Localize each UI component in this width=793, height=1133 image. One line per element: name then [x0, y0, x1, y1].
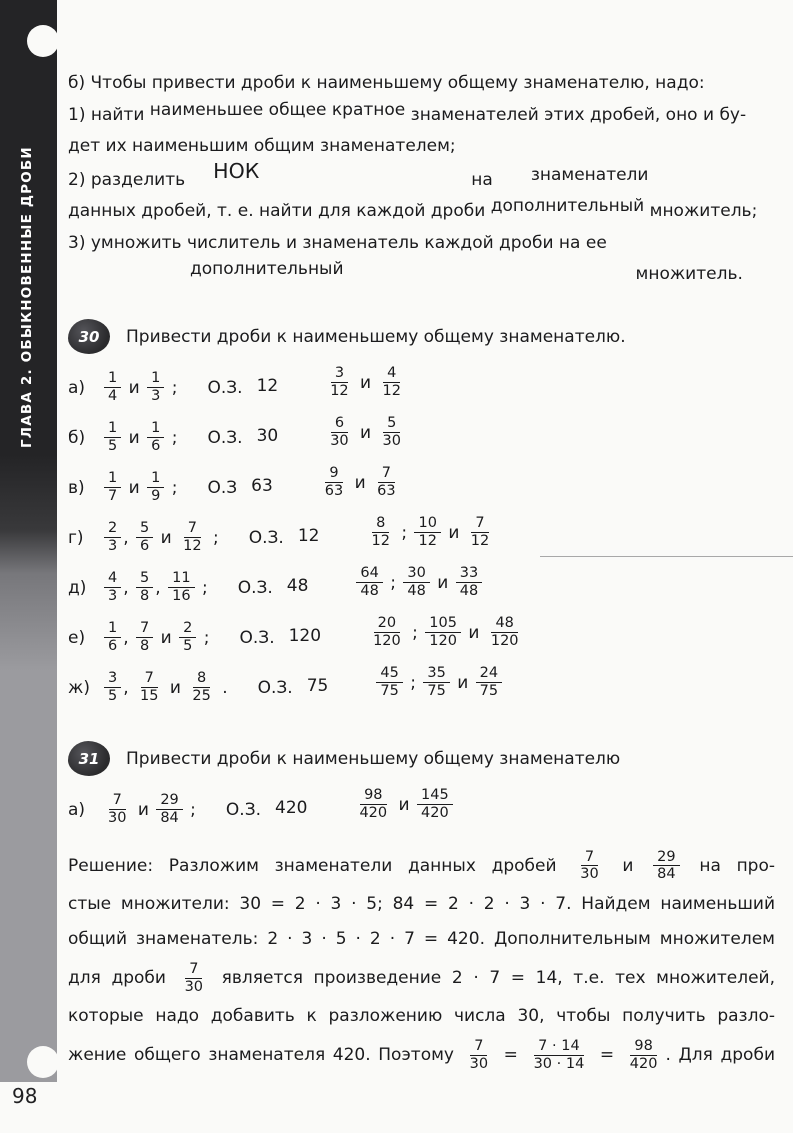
fraction-denominator: 8: [140, 588, 150, 604]
fraction-denominator: 30: [184, 978, 204, 995]
fraction: [369, 615, 405, 649]
given-fractions: [102, 420, 177, 454]
text-run: стые множители: 30 = 2 · 3 · 5; 84 = 2 · 2 · 3 · 7. Найдем наименьший: [68, 893, 775, 914]
fraction-denominator: 120: [490, 633, 519, 649]
fraction-numerator: 6: [331, 415, 348, 433]
fraction-denominator: 30 · 14: [533, 1055, 585, 1072]
fraction: [356, 565, 382, 599]
fraction-denominator: 8: [140, 638, 150, 654]
fraction-numerator: 105: [425, 615, 461, 633]
fraction-numerator: 11: [168, 570, 194, 588]
common-denominator: [225, 797, 308, 820]
fraction: [326, 415, 352, 449]
fraction-numerator: 64: [356, 565, 382, 583]
fraction: [414, 515, 440, 549]
fraction-numerator: 1: [104, 370, 121, 388]
row-label: д): [68, 577, 87, 598]
text-run: и: [132, 799, 155, 820]
binder-notch-bottom: [27, 1046, 59, 1078]
fraction: [423, 665, 449, 699]
fraction-denominator: 25: [192, 688, 211, 704]
filled-answer: наименьшее общее кратное: [149, 99, 406, 120]
text-run: =: [592, 1045, 622, 1066]
solution-line: [68, 1038, 775, 1072]
text-run: ;: [196, 577, 208, 598]
fraction-denominator: 9: [151, 488, 161, 504]
fraction-numerator: 9: [325, 465, 342, 483]
text-run: и: [155, 627, 178, 648]
fraction: [136, 670, 162, 704]
fraction: [425, 615, 461, 649]
fraction-denominator: 120: [429, 633, 457, 649]
fraction-numerator: 2: [104, 520, 121, 538]
fraction: [104, 670, 121, 704]
text-run: 3) умножить числитель и знаменатель каждой дроби на ее: [68, 232, 607, 253]
text-run: которые надо добавить к разложению числа 30, чтобы получить разло-: [68, 1006, 775, 1027]
solution-line: [68, 926, 775, 953]
row-label: ж): [68, 677, 90, 698]
problem-30: [68, 315, 775, 713]
problem-30-rows: [68, 363, 775, 713]
problem-row: [68, 513, 775, 563]
answer-fractions: [319, 465, 402, 499]
fraction-numerator: 98: [360, 787, 386, 805]
fraction-denominator: 420: [421, 805, 449, 821]
fraction-numerator: 1: [147, 420, 164, 438]
fraction-denominator: 48: [407, 583, 426, 599]
fraction-denominator: 30: [580, 866, 599, 883]
fraction-denominator: 6: [151, 438, 161, 454]
solution-line: [68, 961, 775, 995]
page-number: 98: [12, 1084, 38, 1108]
fraction: [104, 620, 121, 654]
fraction-denominator: 6: [140, 538, 150, 554]
text-run: и: [451, 672, 474, 693]
text-run: общий знаменатель: 2 · 3 · 5 · 2 · 7 = 420. Дополнительным множителем: [68, 928, 775, 949]
solution-line: [68, 891, 775, 918]
fraction: [626, 1038, 662, 1072]
oz-label: О.З: [207, 477, 238, 498]
fraction: [104, 520, 121, 554]
fraction: [104, 570, 121, 604]
fraction-denominator: 75: [380, 683, 399, 699]
fraction-numerator: 30: [403, 565, 429, 583]
oz-value: 75: [306, 675, 329, 696]
problem-31: [68, 737, 775, 835]
fraction: [168, 570, 194, 604]
fraction: [403, 565, 429, 599]
fraction-denominator: 12: [470, 533, 490, 549]
fraction: [487, 615, 523, 649]
rule-block: [68, 68, 775, 291]
oz-value: 48: [286, 575, 309, 596]
text-run: является произведение 2 · 7 = 14, т.е. тех множителей,: [211, 968, 775, 989]
fraction-numerator: 33: [456, 565, 482, 583]
fraction: [355, 787, 391, 821]
text-run: ,: [155, 577, 167, 598]
common-denominator: [207, 425, 279, 448]
fraction: [147, 470, 164, 504]
fraction: [373, 465, 399, 499]
problem-30-title: Привести дроби к наименьшему общему знаменателю.: [126, 326, 626, 347]
fraction-numerator: 7: [471, 515, 488, 533]
text-run: и: [354, 422, 377, 443]
fraction: [188, 670, 214, 704]
text-run: б) Чтобы привести дроби к наименьшему общему знаменателю, надо:: [68, 73, 705, 93]
text-run: ;: [404, 672, 422, 693]
fraction-numerator: 7: [184, 520, 201, 538]
text-run: ;: [166, 427, 178, 448]
rule-line: [68, 131, 775, 163]
text-run: данных дробей, т. е. найти для каждой дроби: [68, 201, 491, 221]
row-label: в): [68, 477, 85, 498]
fraction-denominator: 5: [183, 638, 193, 654]
text-run: и: [164, 677, 187, 698]
fraction-denominator: 48: [360, 583, 379, 599]
text-run: жение общего знаменателя 420. Поэтому: [68, 1045, 462, 1066]
answer-fractions: [353, 787, 454, 821]
problem-number-badge: 31: [68, 741, 110, 776]
blank-gap: [185, 184, 213, 185]
fraction-denominator: 420: [359, 805, 388, 821]
blank-gap: [344, 278, 636, 279]
text-run: ,: [123, 627, 135, 648]
problem-row: [68, 413, 775, 463]
fraction-numerator: 7: [185, 961, 202, 979]
solution: [68, 849, 775, 1073]
problem-row: [68, 613, 775, 663]
fraction-numerator: 98: [630, 1038, 656, 1056]
fraction: [156, 792, 182, 826]
rule-line: [68, 196, 775, 228]
fraction-numerator: 4: [383, 365, 400, 383]
fraction-numerator: 7: [136, 620, 153, 638]
fraction: [136, 620, 153, 654]
given-fractions: [102, 370, 177, 404]
fraction-numerator: 8: [193, 670, 210, 688]
fraction-numerator: 20: [374, 615, 400, 633]
oz-label: О.З.: [225, 799, 261, 820]
given-fractions: [102, 792, 196, 826]
problem-30-header: [68, 315, 775, 359]
problem-row: [68, 563, 775, 613]
fraction-denominator: 3: [151, 388, 161, 404]
fraction-denominator: 84: [657, 866, 676, 883]
fraction-numerator: 29: [156, 792, 182, 810]
row-label: б): [68, 427, 86, 448]
oz-label: О.З.: [257, 677, 293, 698]
sidebar-chapter-title: ГЛАВА 2. ОБЫКНОВЕННЫЕ ДРОБИ: [19, 146, 35, 448]
text-run: на про-: [683, 855, 776, 876]
solution-line: [68, 1003, 775, 1030]
fraction-denominator: 420: [629, 1055, 658, 1072]
fraction: [136, 520, 153, 554]
problem-row: [68, 463, 775, 513]
given-fractions: [102, 620, 210, 654]
blank-gap: [68, 278, 190, 279]
text-run: и: [123, 477, 146, 498]
fraction-numerator: 5: [136, 570, 153, 588]
filled-answer: НОК: [213, 158, 260, 183]
fraction: [179, 520, 205, 554]
text-run: множитель.: [635, 264, 743, 284]
blank-gap: [259, 184, 471, 185]
fraction-denominator: 3: [108, 538, 118, 554]
fraction-denominator: 15: [140, 688, 159, 704]
oz-value: 420: [275, 797, 308, 818]
fraction-denominator: 3: [108, 588, 118, 604]
problem-31-title: Привести дроби к наименьшему общему знаменателю: [126, 748, 621, 769]
text-run: и: [354, 372, 377, 393]
fraction-denominator: 12: [183, 538, 202, 554]
fraction-numerator: 45: [376, 665, 402, 683]
answer-fractions: [324, 365, 407, 399]
text-run: дет их наименьшим общим знаменателем;: [68, 136, 456, 156]
fraction-numerator: 1: [147, 370, 164, 388]
fraction-numerator: 7: [378, 465, 395, 483]
answer-fractions: [354, 565, 484, 599]
text-run: ,: [123, 677, 135, 698]
oz-label: О.З.: [248, 527, 284, 548]
text-run: ;: [184, 799, 196, 820]
text-run: и: [393, 794, 415, 815]
fraction: [104, 420, 121, 454]
blank-gap: [493, 184, 531, 185]
text-run: и: [462, 622, 485, 643]
solution-line: [68, 849, 775, 883]
row-label: а): [68, 377, 86, 398]
rule-line: [68, 228, 775, 260]
fraction-denominator: 30: [108, 810, 127, 826]
row-label: а): [68, 799, 86, 820]
fraction-numerator: 2: [179, 620, 196, 638]
answer-fractions: [374, 665, 504, 699]
fraction: [576, 849, 602, 883]
problem-row: [68, 663, 775, 713]
oz-value: 63: [251, 475, 273, 496]
fraction: [467, 515, 493, 549]
fraction-denominator: 30: [469, 1055, 489, 1072]
answer-fractions: [365, 515, 495, 549]
text-run: и: [123, 427, 146, 448]
oz-label: О.З.: [207, 377, 243, 398]
rule-lines: [68, 68, 775, 291]
fraction: [147, 420, 164, 454]
fraction: [147, 370, 164, 404]
fraction: [376, 665, 402, 699]
fraction-numerator: 7: [141, 670, 158, 688]
fraction: [179, 620, 196, 654]
fraction-denominator: 63: [324, 483, 344, 499]
oz-label: О.З.: [207, 427, 243, 448]
fraction-denominator: 5: [108, 688, 118, 704]
text-run: для дроби: [68, 968, 177, 989]
fraction-denominator: 12: [371, 533, 390, 549]
row-label: г): [68, 527, 84, 548]
fraction: [379, 415, 405, 449]
text-run: ,: [123, 527, 135, 548]
text-run: и: [349, 472, 372, 493]
fraction: [466, 1038, 492, 1072]
filled-answer: дополнительный: [190, 259, 344, 279]
fraction: [456, 565, 482, 599]
fraction-numerator: 7: [581, 849, 598, 867]
answer-fractions: [324, 415, 407, 449]
given-fractions: [102, 470, 177, 504]
fraction-denominator: 12: [382, 383, 401, 399]
oz-label: О.З.: [237, 577, 273, 598]
text-run: и: [442, 522, 465, 543]
text-run: ;: [406, 622, 424, 643]
rule-line: [68, 68, 775, 100]
text-run: знаменателей этих дробей, оно и бу-: [405, 104, 747, 125]
fraction: [136, 570, 153, 604]
fraction: [379, 365, 405, 399]
text-run: ;: [384, 572, 402, 593]
fraction: [367, 515, 393, 549]
fraction: [326, 365, 352, 399]
text-run: и: [123, 377, 146, 398]
fraction-denominator: 84: [160, 810, 179, 826]
fraction-numerator: 4: [104, 570, 121, 588]
fraction-denominator: 4: [108, 388, 118, 404]
fraction: [181, 961, 207, 995]
text-run: на: [471, 169, 493, 190]
answer-fractions: [367, 615, 524, 649]
text-run: ;: [207, 527, 219, 548]
oz-value: 12: [256, 375, 279, 396]
fraction-numerator: 7: [470, 1038, 487, 1056]
fraction-denominator: 75: [479, 683, 499, 699]
solution-lines: [68, 849, 775, 1073]
binder-notch-top: [27, 25, 59, 57]
fraction-numerator: 35: [423, 665, 449, 683]
fraction-numerator: 29: [653, 849, 679, 867]
common-denominator: [257, 675, 329, 698]
problem-31-header: [68, 737, 775, 781]
fraction-denominator: 5: [108, 438, 118, 454]
fraction: [104, 470, 121, 504]
oz-label: О.З.: [239, 627, 275, 648]
text-run: 1) найти: [68, 104, 150, 125]
fraction-denominator: 12: [418, 533, 437, 549]
text-run: ;: [198, 627, 210, 648]
fraction: [104, 370, 121, 404]
oz-value: 30: [256, 425, 279, 446]
fraction-denominator: 30: [382, 433, 401, 449]
text-run: Решение: Разложим знаменатели данных дробей: [68, 855, 573, 876]
fraction-numerator: 1: [104, 470, 121, 488]
page-content: [68, 68, 775, 1081]
fraction-denominator: 6: [108, 638, 118, 654]
problem-row: [68, 363, 775, 413]
rule-line: [68, 158, 775, 197]
text-run: и: [431, 572, 454, 593]
fraction-denominator: 63: [377, 483, 396, 499]
fraction-numerator: 7 · 14: [534, 1038, 584, 1056]
fraction-numerator: 1: [147, 470, 164, 488]
fraction-denominator: 30: [330, 433, 349, 449]
given-fractions: [102, 570, 208, 604]
given-fractions: [102, 520, 219, 554]
text-run: и: [606, 855, 650, 876]
fraction-numerator: 145: [417, 787, 453, 805]
row-label: е): [68, 627, 86, 648]
fraction: [476, 665, 502, 699]
oz-value: 12: [297, 525, 320, 546]
fraction-denominator: 16: [172, 588, 191, 604]
fraction-numerator: 5: [136, 520, 153, 538]
text-run: 2) разделить: [68, 169, 186, 190]
fraction-denominator: 120: [373, 633, 401, 649]
filled-answer: знаменатели: [530, 164, 649, 185]
common-denominator: [207, 375, 279, 398]
fraction-numerator: 5: [383, 415, 400, 433]
filled-answer: дополнительный: [490, 196, 645, 216]
given-fractions: [102, 670, 228, 704]
fraction-denominator: 48: [459, 583, 479, 599]
text-run: ;: [166, 377, 178, 398]
text-run: =: [496, 1045, 526, 1066]
text-run: ;: [166, 477, 178, 498]
rule-line: [68, 100, 775, 132]
fraction-numerator: 48: [491, 615, 517, 633]
text-run: .: [216, 677, 228, 698]
fraction-denominator: 7: [108, 488, 118, 504]
fraction-denominator: 12: [330, 383, 349, 399]
common-denominator: [248, 525, 320, 548]
fraction: [321, 465, 347, 499]
problem-31-rows: [68, 785, 775, 835]
fraction-numerator: 3: [104, 670, 121, 688]
fraction-numerator: 3: [331, 365, 348, 383]
problem-number-badge: 30: [68, 319, 110, 354]
text-run: . Для дроби: [665, 1045, 775, 1066]
fraction: [530, 1038, 589, 1072]
common-denominator: [239, 625, 322, 648]
fraction-numerator: 1: [104, 420, 121, 438]
text-run: ,: [123, 577, 135, 598]
fraction-denominator: 75: [427, 683, 446, 699]
common-denominator: [237, 575, 309, 598]
fraction: [417, 787, 453, 821]
text-run: ;: [395, 522, 413, 543]
common-denominator: [207, 475, 273, 498]
fraction-numerator: 8: [372, 515, 389, 533]
fraction-numerator: 7: [109, 792, 126, 810]
fraction-numerator: 1: [104, 620, 121, 638]
rule-line: [68, 259, 775, 291]
oz-value: 120: [288, 625, 322, 646]
text-run: и: [155, 527, 178, 548]
problem-row: [68, 785, 775, 835]
fraction-numerator: 10: [414, 515, 440, 533]
text-run: множитель;: [644, 201, 758, 221]
fraction-numerator: 24: [476, 665, 502, 683]
fraction: [104, 792, 130, 826]
fraction: [653, 849, 679, 883]
